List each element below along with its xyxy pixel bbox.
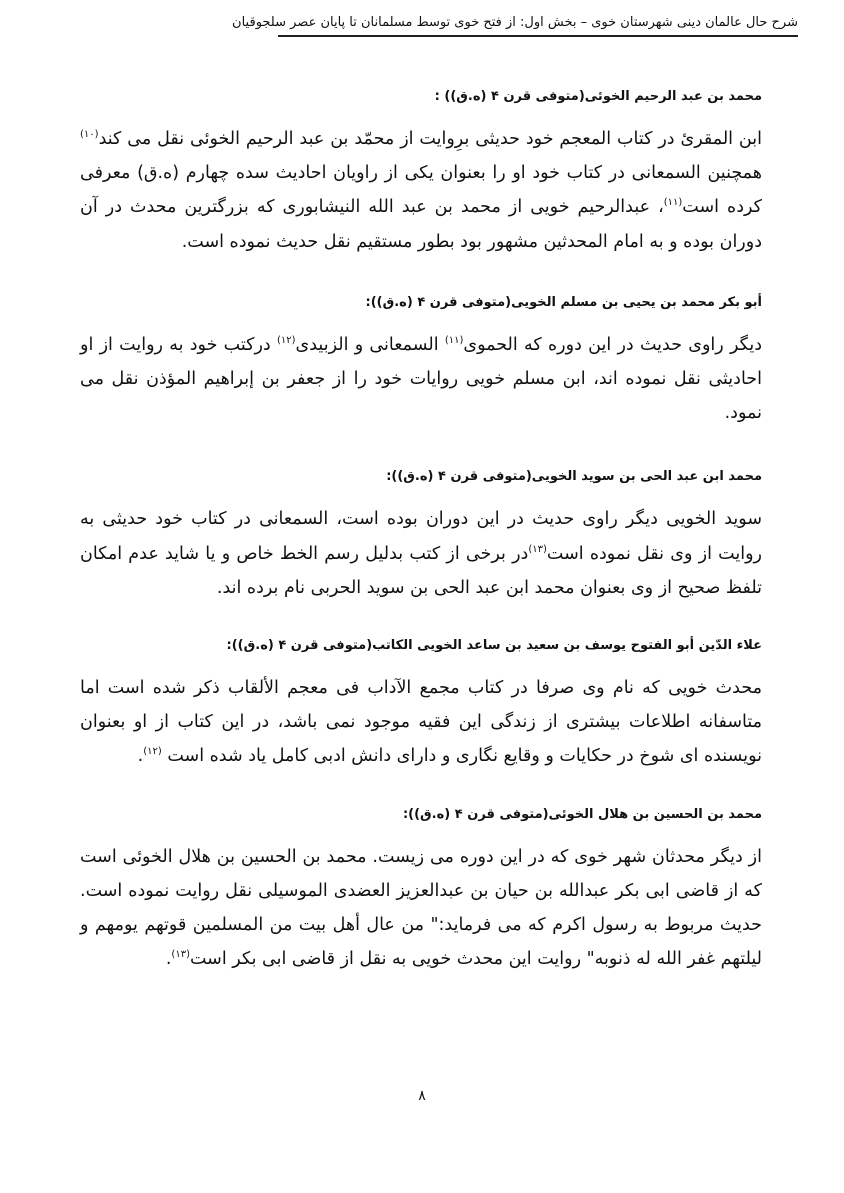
entry-title: محمد بن الحسین بن هلال الخوئی(متوفی قرن ۴ (ه.ق)): [402, 806, 762, 822]
page-content [80, 86, 762, 976]
entry-text: ، عبدالرحیم خویی از محمد بن عبد الله النیشابوری که بزرگترین محدث در آن دوران بوده و به امام المحدثین مشهور بود بطور مستقیم نقل حدیث نموده است. [80, 197, 762, 252]
footnote-marker: (۱۳) [528, 543, 547, 555]
entry-body [80, 328, 762, 431]
entry-title: علاء الدّین أبو الفتوح یوسف بن سعید بن ساعد الخویی الکاتب(متوفی قرن ۴ (ه.ق)): [226, 638, 762, 654]
footnote-marker: (۱۱) [444, 334, 464, 346]
entry-body [80, 502, 762, 605]
entry-suwayd [80, 466, 762, 605]
entry-text: دیگر راوی حدیث در این دوره که الحموی [463, 334, 762, 355]
footnote-marker: (۱۳) [171, 949, 190, 961]
entry-text: محدث خویی که نام وی صرفا در کتاب مجمع الآداب فی معجم الألقاب ذکر شده است اما متاسفانه اطلاعات بیشتری از زندگی این فقیه موجود نمی باشد، در این کتاب از او بعنوان نویسنده ای شوخ در حکایات و وقایع نگاری و دارای دانش ادبی کامل یاد شده است [80, 678, 762, 767]
entry-text: همچنین السمعانی در کتاب خود او را بعنوان یکی از راویان احادیث سده چهارم (ه.ق) معرفی کرده است [80, 163, 762, 218]
entry-text: درکتب خود به روایت از او احادیثی نقل نموده اند، ابن مسلم خویی روایات خود را از جعفر بن إبراهیم المؤذن نقل می نمود. [80, 334, 762, 424]
entry-text: در برخی از کتب بدلیل رسم الخط خاص و یا شاید عدم امکان تلفظ صحیح از وی بعنوان محمد ابن عبد الحی بن سوید الحربی نام برده اند. [80, 543, 762, 598]
entry-title: أبو بکر محمد بن یحیی بن مسلم الخویی(متوفی قرن ۴ (ه.ق)): [365, 294, 762, 310]
entry-body [80, 840, 762, 977]
footnote-marker: (۱۲) [143, 746, 162, 758]
entry-ibn-muslim [80, 292, 762, 431]
footnote-marker: (۱۰) [80, 129, 99, 141]
entry-text: . [137, 746, 144, 767]
entry-text: السمعانی و الزبیدی [295, 334, 445, 355]
running-header: شرح حال عالمان دینی شهرستان خوی – بخش اول: از فتح خوی توسط مسلمانان تا پایان عصر سلجوقیان [278, 12, 798, 37]
entry-khoi-abd-al-rahim [80, 86, 762, 259]
entry-text: . [165, 949, 172, 970]
entry-text: ابن المقرئ در کتاب المعجم خود حدیثی برِوایت از محمّد بن عبد الرحیم الخوئی نقل می کند [98, 129, 762, 149]
entry-text: سوید الخویی دیگر راوی حدیث در این دوران بوده است، السمعانی در کتاب خود حدیثی به روایت از وی نقل نموده است [80, 509, 762, 564]
page-number: ۸ [418, 1088, 426, 1104]
entry-title: محمد ابن عبد الحی بن سوید الخویی(متوفی قرن ۴ (ه.ق)): [386, 469, 762, 485]
entry-body [80, 671, 762, 774]
entry-body [80, 122, 762, 259]
footnote-marker: (۱۲) [276, 334, 296, 346]
footnote-marker: (۱۱) [663, 197, 683, 209]
entry-ibn-hilal [80, 804, 762, 977]
entry-text: از دیگر محدثان شهر خوی که در این دوره می زیست. محمد بن الحسین بن هلال الخوئی است که از قاضی ابی بکر عبدالله بن حیان بن عبدالعزیز العضدی الموسیلی نقل روایت نموده است. حدیث مربوط به رسول اکرم که می فرماید:" من عال أهل بیت من المسلمین قوتهم یومهم و لیلتهم غفر الله له ذنوبه" روایت این محدث خویی به نقل از قاضی ابی بکر است [80, 846, 762, 970]
entry-title: محمد بن عبد الرحیم الخوئی(متوفی قرن ۴ (ه.ق)) : [434, 89, 762, 104]
entry-ala-al-din [80, 635, 762, 774]
